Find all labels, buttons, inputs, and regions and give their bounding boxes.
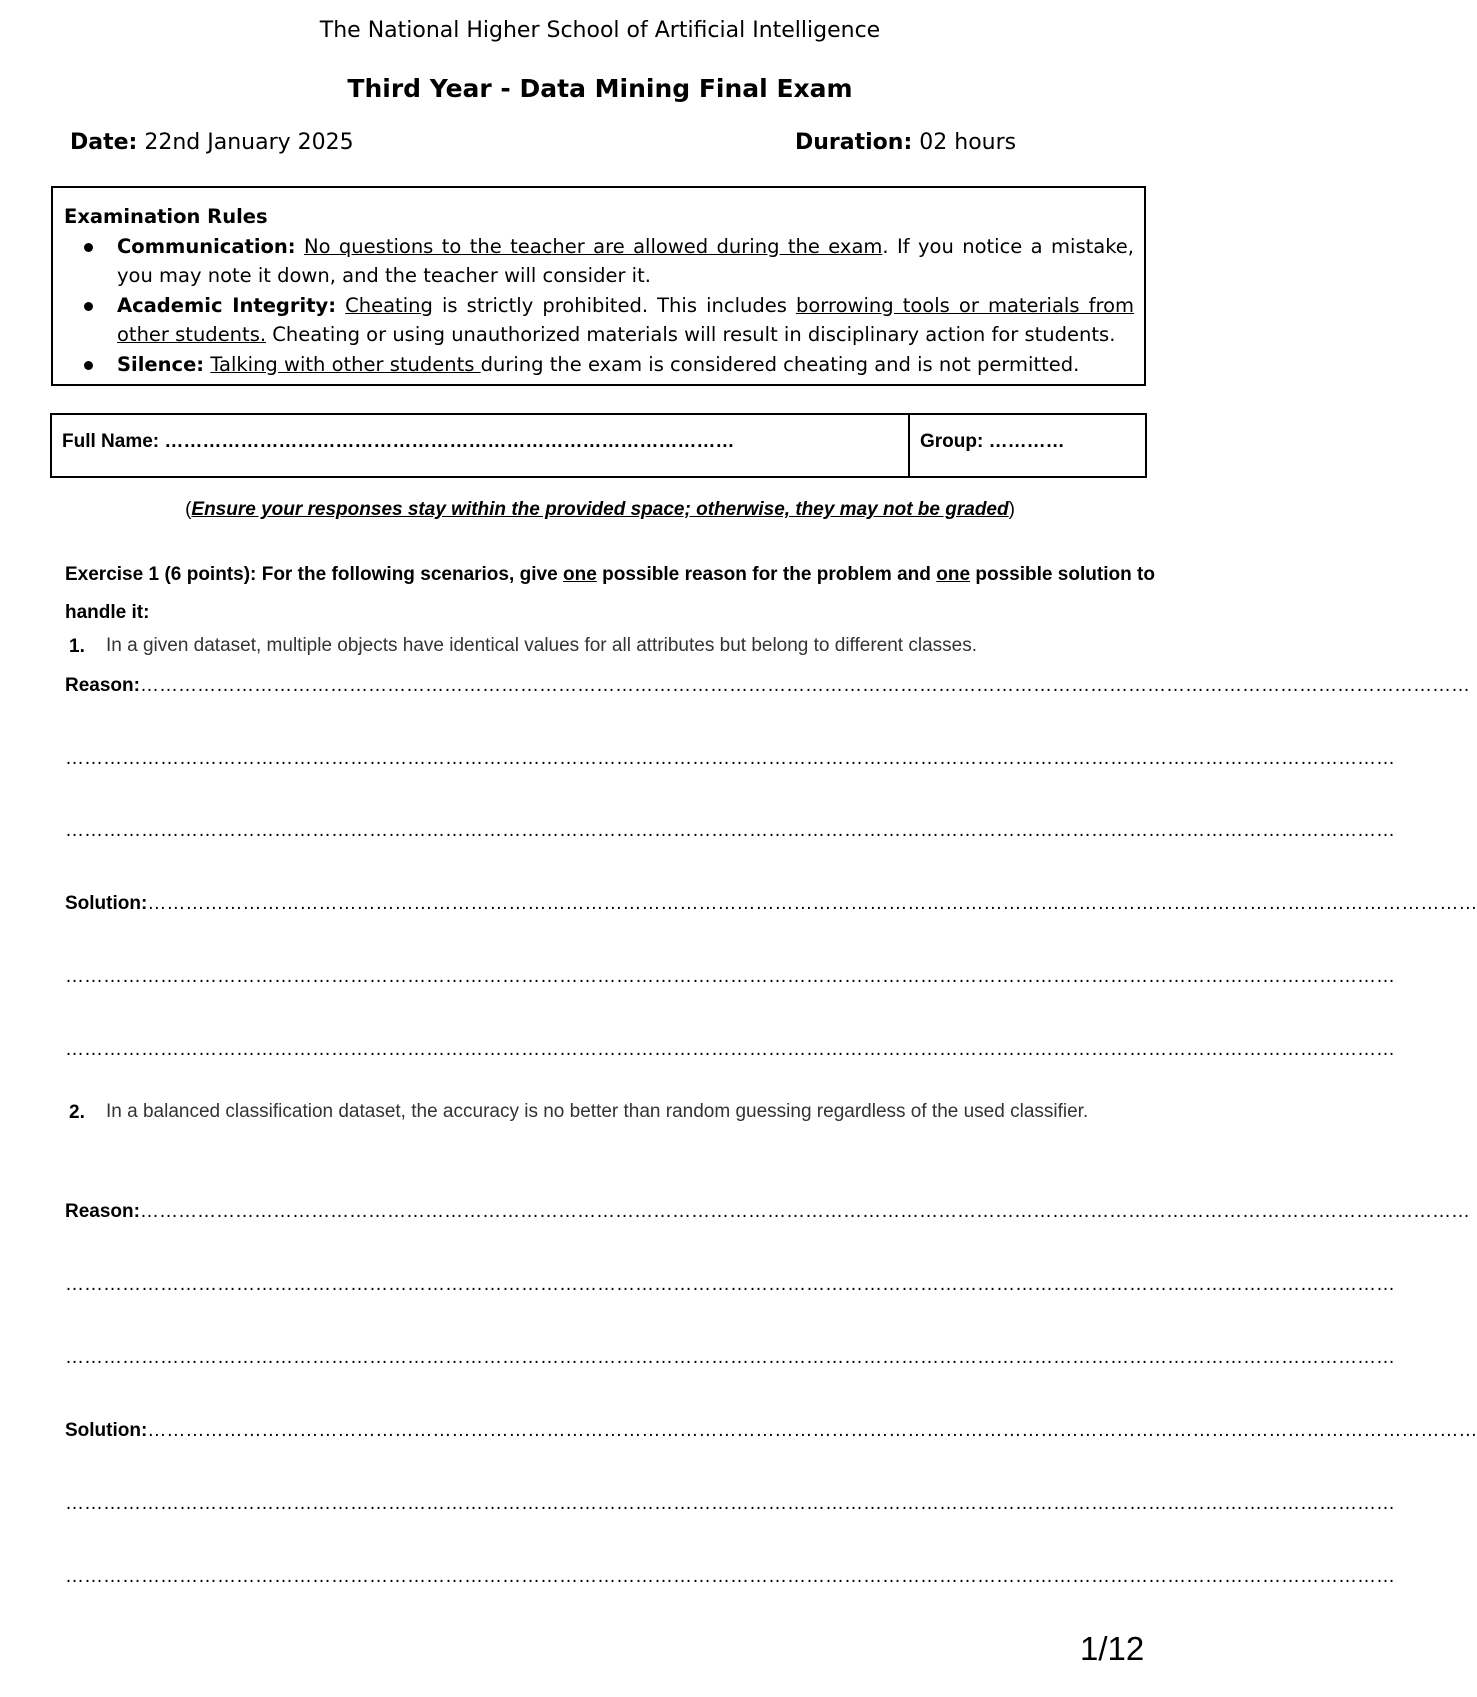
- group-field[interactable]: Group: …………: [920, 431, 1065, 452]
- rules-list: [64, 232, 1134, 380]
- rules-heading: Examination Rules: [64, 205, 268, 228]
- question-1-text: In a given dataset, multiple objects have identical values for all attributes but belong to different classes.: [106, 635, 977, 656]
- response-instruction: (Ensure your responses stay within the provided space; otherwise, they may not be graded): [185, 499, 1015, 520]
- question-2-number: 2.: [69, 1102, 85, 1123]
- question-1-number: 1.: [69, 636, 85, 657]
- student-info-table: [50, 413, 1147, 478]
- exam-title: Third Year - Data Mining Final Exam: [347, 74, 853, 103]
- solution-2-answer-line[interactable]: …………………………………………………………………………………………………………………………………………………………………………………………: [65, 1566, 1395, 1587]
- reason-1-answer-line[interactable]: …………………………………………………………………………………………………………………………………………………………………………………………: [65, 748, 1395, 769]
- rule-communication: Communication: No questions to the teacher are allowed during the exam. If you notice a mistake, you may note it down, and the teacher will consider it.: [117, 232, 1134, 291]
- exam-duration: [795, 130, 1016, 155]
- solution-1-answer-line[interactable]: …………………………………………………………………………………………………………………………………………………………………………………………: [65, 966, 1395, 987]
- solution-2-answer-line[interactable]: …………………………………………………………………………………………………………………………………………………………………………………………: [65, 1493, 1395, 1514]
- date-value: 22nd January 2025: [144, 130, 354, 155]
- reason-2-line[interactable]: Reason:…………………………………………………………………………………………………………………………………………………………………………………………: [65, 1201, 1470, 1222]
- rule-academic-integrity: Academic Integrity: Cheating is strictly prohibited. This includes borrowing tools or materials from other students. Cheating or using unauthorized materials will result in disciplinary action for students.: [117, 291, 1134, 350]
- question-2-text: In a balanced classification dataset, the accuracy is no better than random guessing regardless of the used classifier.: [106, 1101, 1089, 1122]
- date-label: Date:: [70, 130, 138, 155]
- exercise-1-heading: Exercise 1 (6 points): For the following scenarios, give one possible reason for the problem and one possible solution to handle it:: [65, 564, 1155, 623]
- solution-1-line[interactable]: Solution:…………………………………………………………………………………………………………………………………………………………………………………………: [65, 893, 1477, 914]
- solution-2-line[interactable]: Solution:…………………………………………………………………………………………………………………………………………………………………………………………: [65, 1420, 1477, 1441]
- duration-value: 02 hours: [919, 130, 1017, 155]
- reason-2-answer-line[interactable]: …………………………………………………………………………………………………………………………………………………………………………………………: [65, 1347, 1395, 1368]
- reason-1-line[interactable]: Reason:…………………………………………………………………………………………………………………………………………………………………………………………: [65, 675, 1470, 696]
- duration-label: Duration:: [795, 130, 913, 155]
- institution-name: The National Higher School of Artificial Intelligence: [319, 18, 881, 43]
- exam-date: [70, 130, 354, 155]
- full-name-field[interactable]: Full Name: ………………………………………………………………………………: [52, 415, 910, 476]
- solution-1-answer-line[interactable]: …………………………………………………………………………………………………………………………………………………………………………………………: [65, 1039, 1395, 1060]
- reason-1-answer-line[interactable]: …………………………………………………………………………………………………………………………………………………………………………………………: [65, 820, 1395, 841]
- examination-rules-box: [51, 186, 1146, 386]
- reason-2-answer-line[interactable]: …………………………………………………………………………………………………………………………………………………………………………………………: [65, 1274, 1395, 1295]
- page-number: 1/12: [1080, 1630, 1145, 1667]
- rule-silence: Silence: Talking with other students during the exam is considered cheating and is not permitted.: [117, 350, 1134, 380]
